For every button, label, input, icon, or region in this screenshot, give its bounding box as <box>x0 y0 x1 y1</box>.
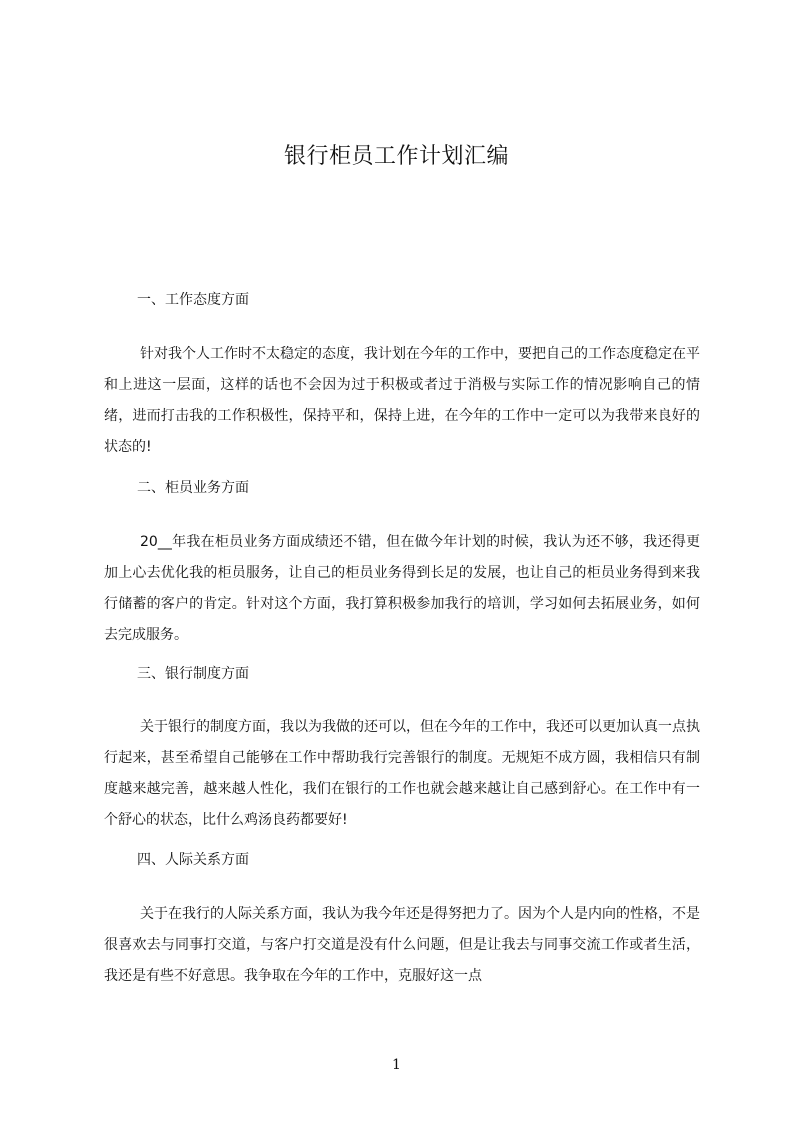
section-heading-teller-business: 二、柜员业务方面 <box>137 480 249 496</box>
section-body-bank-rules: 关于银行的制度方面，我以为我做的还可以，但在今年的工作中，我还可以更加认真一点执行起来，甚至希望自己能够在工作中帮助我行完善银行的制度。无规矩不成方圆，我相信只有制度越来越完善，越来越人性化，我们在银行的工作也就会越来越让自己感到舒心。在工作中有一个舒心的状态，比什么鸡汤良药都要好! <box>104 719 700 828</box>
document-title: 银行柜员工作计划汇编 <box>283 144 509 169</box>
page-number: 1 <box>392 1057 401 1073</box>
section-heading-relationships: 四、人际关系方面 <box>137 852 249 868</box>
section-body-teller-business: 20__年我在柜员业务方面成绩还不错，但在做今年计划的时候，我认为还不够，我还得更加上心去优化我的柜员服务，让自己的柜员业务得到长足的发展，也让自己的柜员业务得到来我行储蓄的客户的肯定。针对这个方面，我打算积极参加我行的培训，学习如何去拓展业务，如何去完成服务。 <box>104 534 700 643</box>
section-heading-bank-rules: 三、银行制度方面 <box>137 666 249 682</box>
section-body-relationships: 关于在我行的人际关系方面，我认为我今年还是得努把力了。因为个人是内向的性格，不是很喜欢去与同事打交道，与客户打交道是没有什么问题，但是让我去与同事交流工作或者生活，我还是有些不好意思。我争取在今年的工作中，克服好这一点 <box>104 906 700 984</box>
section-body-attitude: 针对我个人工作时不太稳定的态度，我计划在今年的工作中，要把自己的工作态度稳定在平和上进这一层面，这样的话也不会因为过于积极或者过于消极与实际工作的情况影响自己的情绪，进而打击我的工作积极性，保持平和，保持上进，在今年的工作中一定可以为我带来良好的状态的! <box>104 346 700 455</box>
section-heading-attitude: 一、工作态度方面 <box>137 292 249 308</box>
